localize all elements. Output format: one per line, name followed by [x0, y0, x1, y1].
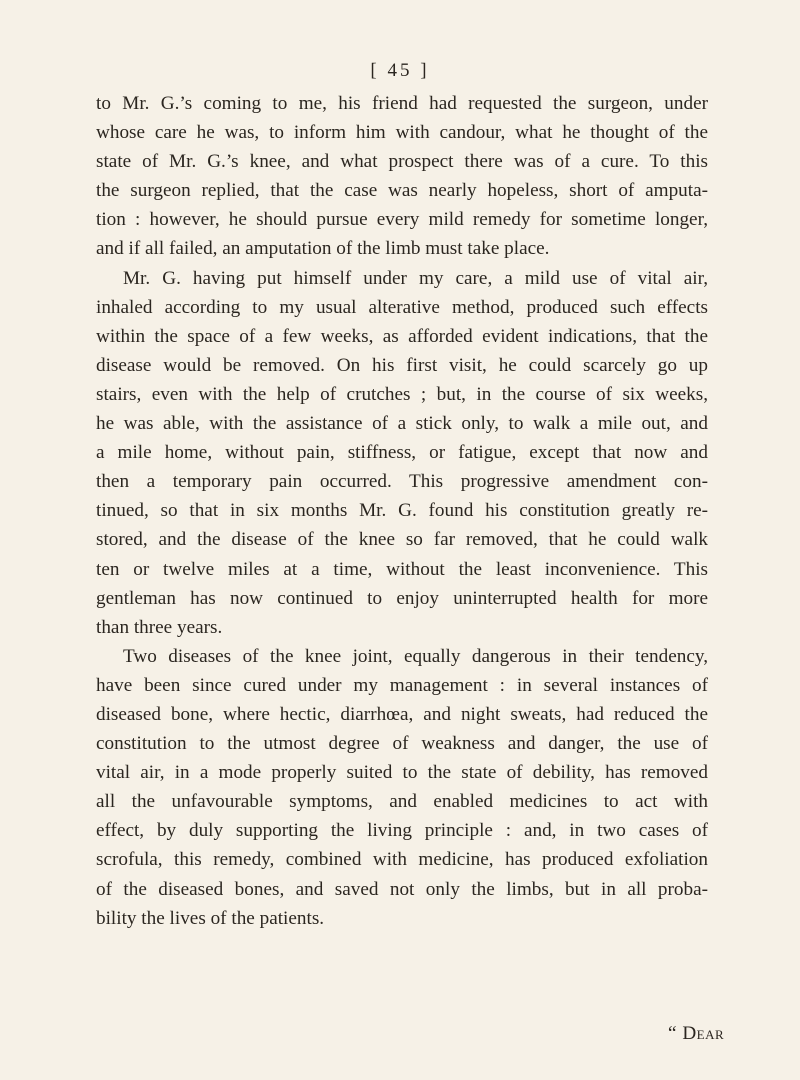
text-line: all the unfavourable symptoms, and enabled medicines to act with	[96, 791, 708, 813]
body-text	[96, 89, 708, 933]
paragraph-2	[96, 264, 708, 642]
text-line: constitution to the utmost degree of weakness and danger, the use of	[96, 733, 708, 755]
text-line: within the space of a few weeks, as afforded evident indications, that the	[96, 325, 708, 347]
text-line: gentleman has now continued to enjoy uninterrupted health for more	[96, 587, 708, 609]
paragraph-3	[96, 642, 708, 933]
text-line: vital air, in a mode properly suited to the state of debility, has removed	[96, 762, 708, 784]
text-line: diseased bone, where hectic, diarrhœa, and night sweats, had reduced the	[96, 703, 708, 725]
text-line: effect, by duly supporting the living principle : and, in two cases of	[96, 820, 708, 842]
text-line: ten or twelve miles at a time, without the least inconvenience. This	[96, 558, 708, 580]
text-line: inhaled according to my usual alterative method, produced such effects	[96, 296, 708, 318]
text-line: have been since cured under my management : in several instances of	[96, 674, 708, 696]
paragraph-1	[96, 89, 708, 264]
text-line: and if all failed, an amputation of the limb must take place.	[96, 238, 550, 260]
text-line: a mile home, without pain, stiffness, or fatigue, except that now and	[96, 442, 708, 464]
text-line: tinued, so that in six months Mr. G. found his constitution greatly re-	[96, 500, 708, 522]
text-line: scrofula, this remedy, combined with medicine, has produced exfoliation	[96, 849, 708, 871]
text-line: the surgeon replied, that the case was nearly hopeless, short of amputa-	[96, 180, 708, 202]
text-line: tion : however, he should pursue every mild remedy for sometime longer,	[96, 209, 708, 231]
text-line: he was able, with the assistance of a stick only, to walk a mile out, and	[96, 413, 708, 435]
text-line: stairs, even with the help of crutches ; but, in the course of six weeks,	[96, 383, 708, 405]
text-line: of the diseased bones, and saved not only the limbs, but in all proba-	[96, 878, 708, 900]
text-line: disease would be removed. On his first visit, he could scarcely go up	[96, 354, 708, 376]
text-line: whose care he was, to inform him with candour, what he thought of the	[96, 122, 708, 144]
text-line: to Mr. G.’s coming to me, his friend had requested the surgeon, under	[96, 93, 708, 114]
text-line: bility the lives of the patients.	[96, 907, 325, 929]
text-line: than three years.	[96, 616, 223, 638]
text-line: Two diseases of the knee joint, equally dangerous in their tendency,	[123, 645, 708, 667]
catchword: “ Dear	[668, 1023, 725, 1044]
text-line: Mr. G. having put himself under my care, a mild use of vital air,	[123, 267, 708, 289]
text-line: stored, and the disease of the knee so far removed, that he could walk	[96, 529, 708, 551]
text-line: state of Mr. G.’s knee, and what prospect there was of a cure. To this	[96, 151, 708, 173]
text-line: then a temporary pain occurred. This progressive amendment con-	[96, 471, 708, 493]
page-number: [ 45 ]	[370, 60, 430, 81]
